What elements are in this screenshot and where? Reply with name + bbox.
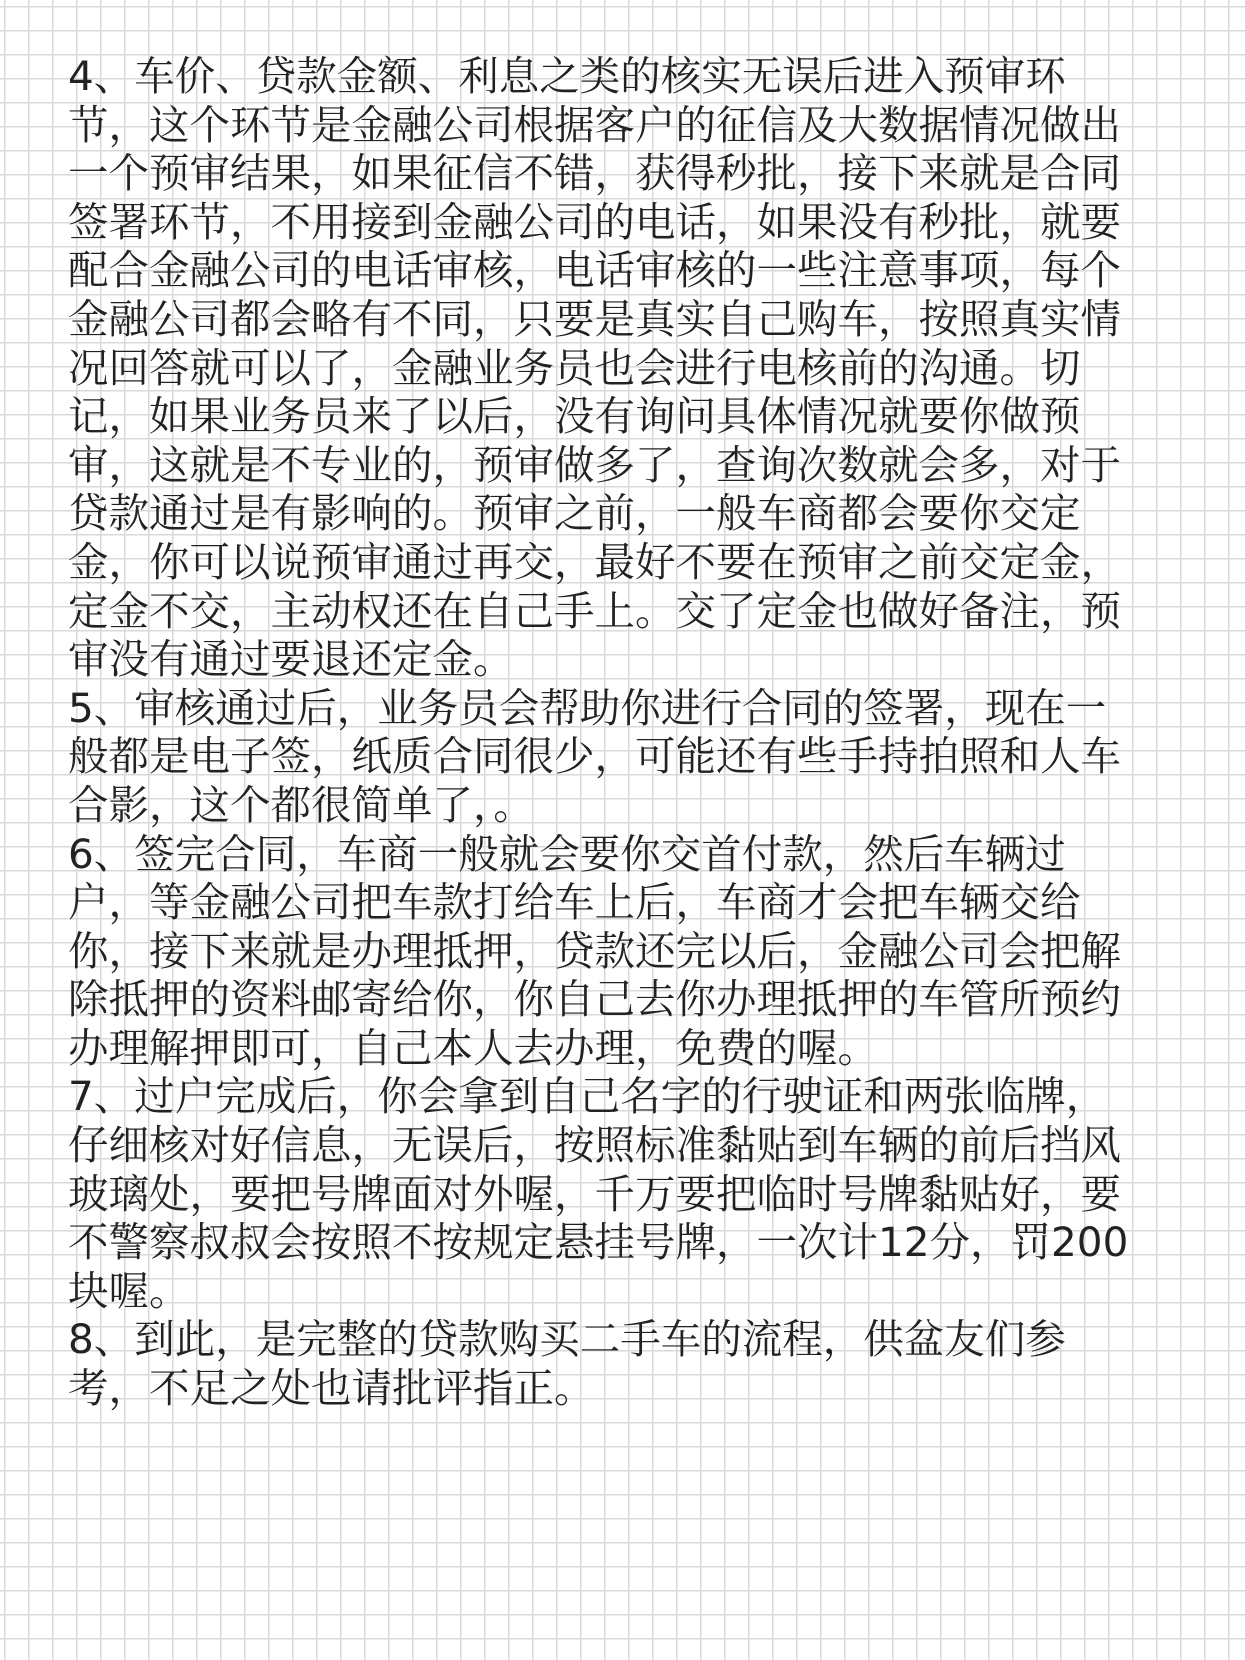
paragraph-step-4: 4、车价、贷款金额、利息之类的核实无误后进入预审环节，这个环节是金融公司根据客户的征信及大数据情况做出一个预审结果，如果征信不错，获得秒批，接下来就是合同签署环节，不用接到金融公司的电话，如果没有秒批，就要配合金融公司的电话审核，电话审核的一些注意事项，每个金融公司都会略有不同，只要是真实自己购车，按照真实情况回答就可以了，金融业务员也会进行电核前的沟通。切记，如果业务员来了以后，没有询问具体情况就要你做预审，这就是不专业的，预审做多了，查询次数就会多，对于贷款通过是有影响的。预审之前，一般车商都会要你交定金，你可以说预审通过再交，最好不要在预审之前交定金，定金不交，主动权还在自己手上。交了定金也做好备注，预审没有通过要退还定金。 <box>68 52 1121 684</box>
paragraph-step-6: 6、签完合同，车商一般就会要你交首付款，然后车辆过户，等金融公司把车款打给车上后，车商才会把车辆交给你，接下来就是办理抵押，贷款还完以后，金融公司会把解除抵押的资料邮寄给你，你自己去你办理抵押的车管所预约办理解押即可，自己本人去办理，免费的喔。 <box>68 829 1121 1072</box>
paragraph-step-5: 5、审核通过后，业务员会帮助你进行合同的签署，现在一般都是电子签，纸质合同很少，可能还有些手持拍照和人车合影，这个都很简单了，。 <box>68 683 1121 829</box>
paragraph-step-7: 7、过户完成后，你会拿到自己名字的行驶证和两张临牌，仔细核对好信息，无误后，按照标准黏贴到车辆的前后挡风玻璃处，要把号牌面对外喔，千万要把临时号牌黏贴好，要不警察叔叔会按照不按规定悬挂号牌，一次计12分，罚200块喔。 <box>68 1072 1129 1315</box>
paragraph-step-8: 8、到此，是完整的贷款购买二手车的流程，供盆友们参考，不足之处也请批评指正。 <box>68 1315 1066 1413</box>
note-content <box>68 52 1133 1413</box>
